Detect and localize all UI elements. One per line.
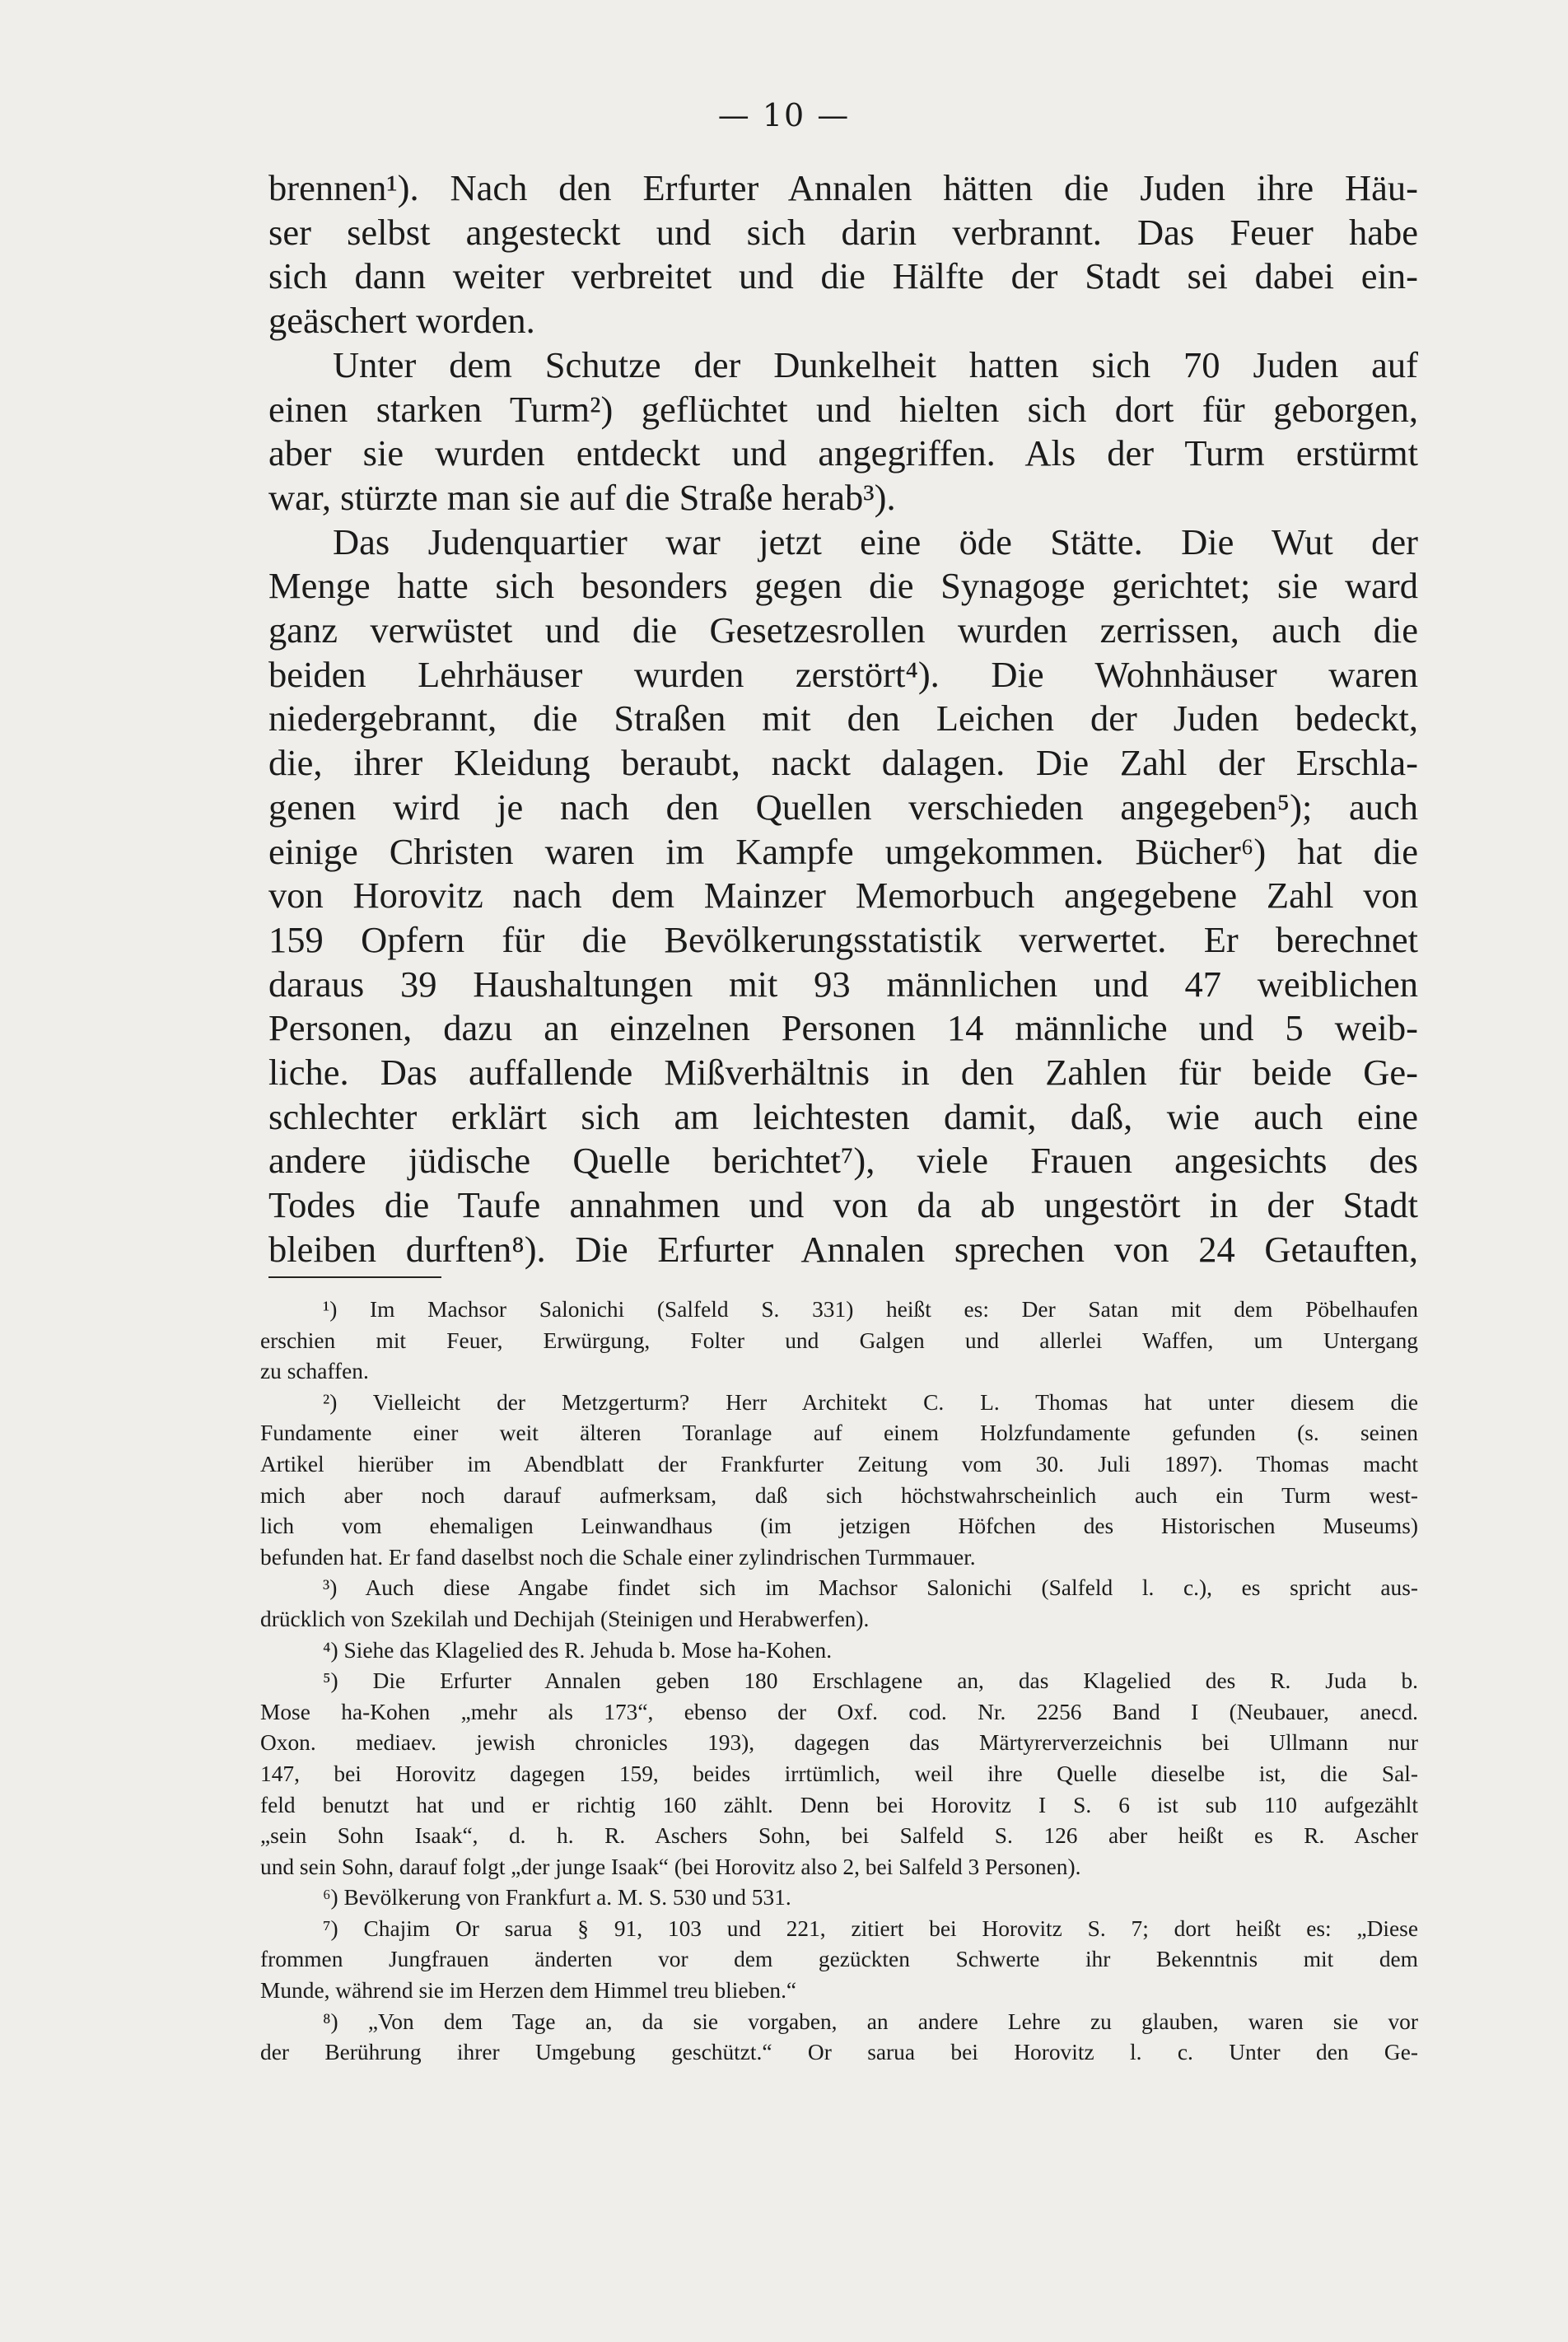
body-line: ganz verwüstet und die Gesetzesrollen wurden zerrissen, auch die	[268, 609, 1418, 651]
body-line: genen wird je nach den Quellen verschieden angegeben⁵); auch	[268, 786, 1418, 828]
body-line: einige Christen waren im Kampfe umgekommen. Bücher⁶) hat die	[268, 830, 1418, 872]
body-line: aber sie wurden entdeckt und angegriffen. Als der Turm erstürmt	[268, 432, 1418, 474]
footnote-line: Oxon. mediaev. jewish chronicles 193), dagegen das Märtyrerverzeichnis bei Ullmann nur	[260, 1730, 1418, 1756]
footnotes	[260, 1295, 1418, 2069]
body-line: bleiben durften⁸). Die Erfurter Annalen sprechen von 24 Getauften,	[268, 1228, 1418, 1270]
body-line: sich dann weiter verbreitet und die Hälfte der Stadt sei dabei ein-	[268, 255, 1418, 297]
body-line: beiden Lehrhäuser wurden zerstört⁴). Die Wohnhäuser waren	[268, 653, 1418, 695]
footnote-line: feld benutzt hat und er richtig 160 zählt. Denn bei Horovitz I S. 6 ist sub 110 aufgezählt	[260, 1792, 1418, 1817]
footnote-line: zu schaffen.	[260, 1359, 369, 1384]
body-line: einen starken Turm²) geflüchtet und hielten sich dort für geborgen,	[268, 388, 1418, 430]
body-line: von Horovitz nach dem Mainzer Memorbuch angegebene Zahl von	[268, 875, 1418, 917]
body-line: geäschert worden.	[268, 300, 535, 342]
footnote-line: mich aber noch darauf aufmerksam, daß sich höchstwahrscheinlich auch ein Turm west-	[260, 1482, 1418, 1508]
footnote-line: lich vom ehemaligen Leinwandhaus (im jetzigen Höfchen des Historischen Museums)	[260, 1514, 1418, 1539]
body-text	[268, 166, 1418, 1272]
body-line: die, ihrer Kleidung beraubt, nackt dalagen. Die Zahl der Erschla-	[268, 742, 1418, 784]
footnote-line: ²) Vielleicht der Metzgerturm? Herr Architekt C. L. Thomas hat unter diesem die	[323, 1389, 1418, 1415]
body-line: ser selbst angesteckt und sich darin verbrannt. Das Feuer habe	[268, 211, 1418, 253]
footnote-line: ⁶) Bevölkerung von Frankfurt a. M. S. 530 und 531.	[323, 1885, 791, 1910]
footnote-line: Fundamente einer weit älteren Toranlage auf einem Holzfundamente gefunden (s. seinen	[260, 1421, 1418, 1446]
footnote-line: ⁷) Chajim Or sarua § 91, 103 und 221, zitiert bei Horovitz S. 7; dort heißt es: „Diese	[323, 1915, 1418, 1941]
footnote-line: ³) Auch diese Angabe findet sich im Machsor Salonichi (Salfeld l. c.), es spricht aus-	[323, 1575, 1418, 1601]
body-line: schlechter erklärt sich am leichtesten damit, daß, wie auch eine	[268, 1095, 1418, 1137]
body-line: Das Judenquartier war jetzt eine öde Stätte. Die Wut der	[333, 520, 1418, 562]
footnote-line: und sein Sohn, darauf folgt „der junge Isaak“ (bei Horovitz also 2, bei Salfeld 3 Personen).	[260, 1854, 1081, 1879]
body-line: Todes die Taufe annahmen und von da ab ungestört in der Stadt	[268, 1184, 1418, 1226]
footnote-separator	[268, 1276, 441, 1278]
body-line: Personen, dazu an einzelnen Personen 14 männliche und 5 weib-	[268, 1007, 1418, 1049]
footnote-line: 147, bei Horovitz dagegen 159, beides irrtümlich, weil ihre Quelle dieselbe ist, die Sal-	[260, 1761, 1418, 1786]
footnote-line: befunden hat. Er fand daselbst noch die Schale einer zylindrischen Turmmauer.	[260, 1544, 976, 1570]
footnote-line: der Berührung ihrer Umgebung geschützt.“ Or sarua bei Horovitz l. c. Unter den Ge-	[260, 2040, 1418, 2065]
body-line: liche. Das auffallende Mißverhältnis in den Zahlen für beide Ge-	[268, 1052, 1418, 1094]
footnote-line: ⁵) Die Erfurter Annalen geben 180 Erschlagene an, das Klagelied des R. Juda b.	[323, 1668, 1418, 1694]
footnote-line: erschien mit Feuer, Erwürgung, Folter und Galgen und allerlei Waffen, um Untergang	[260, 1327, 1418, 1353]
body-line: Menge hatte sich besonders gegen die Synagoge gerichtet; sie ward	[268, 565, 1418, 607]
body-line: 159 Opfern für die Bevölkerungsstatistik verwertet. Er berechnet	[268, 918, 1418, 960]
footnote-line: Artikel hierüber im Abendblatt der Frankfurter Zeitung vom 30. Juli 1897). Thomas macht	[260, 1451, 1418, 1477]
footnote-line: drücklich von Szekilah und Dechijah (Steinigen und Herabwerfen).	[260, 1606, 870, 1631]
body-line: daraus 39 Haushaltungen mit 93 männlichen und 47 weiblichen	[268, 963, 1418, 1005]
footnote-line: Mose ha-Kohen „mehr als 173“, ebenso der Oxf. cod. Nr. 2256 Band I (Neubauer, anecd.	[260, 1699, 1418, 1724]
footnote-line: „sein Sohn Isaak“, d. h. R. Aschers Sohn, bei Salfeld S. 126 aber heißt es R. Ascher	[260, 1823, 1418, 1849]
body-line: war, stürzte man sie auf die Straße herab³).	[268, 476, 896, 518]
body-line: niedergebrannt, die Straßen mit den Leichen der Juden bedeckt,	[268, 697, 1418, 739]
footnote-line: ⁸) „Von dem Tage an, da sie vorgaben, an andere Lehre zu glauben, waren sie vor	[323, 2008, 1418, 2034]
footnote-line: ¹) Im Machsor Salonichi (Salfeld S. 331) heißt es: Der Satan mit dem Pöbelhaufen	[323, 1297, 1418, 1322]
footnote-line: Munde, während sie im Herzen dem Himmel treu blieben.“	[260, 1978, 797, 2004]
body-line: andere jüdische Quelle berichtet⁷), viele Frauen angesichts des	[268, 1140, 1418, 1182]
body-line: brennen¹). Nach den Erfurter Annalen hätten die Juden ihre Häu-	[268, 167, 1418, 208]
page-number: — 10 —	[717, 97, 851, 133]
body-line: Unter dem Schutze der Dunkelheit hatten sich 70 Juden auf	[333, 343, 1418, 385]
footnote-line: frommen Jungfrauen änderten vor dem gezückten Schwerte ihr Bekenntnis mit dem	[260, 1947, 1418, 1972]
footnote-line: ⁴) Siehe das Klagelied des R. Jehuda b. Mose ha-Kohen.	[323, 1637, 833, 1663]
